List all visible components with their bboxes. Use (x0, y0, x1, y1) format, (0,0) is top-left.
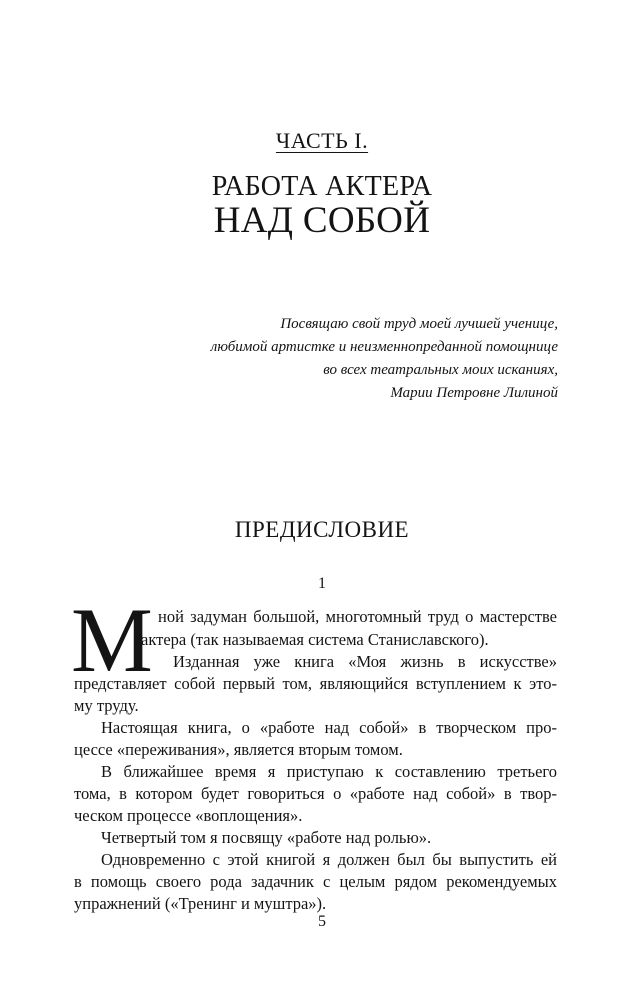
body-line: ческом процессе «воплощения». (74, 806, 303, 825)
dedication-line: во всех театральных моих исканиях, (323, 362, 558, 378)
body-line: Четвертый том я посвящу «работе над ролью». (101, 828, 432, 847)
body-line: ной задуман большой, многотомный труд о мастерстве (158, 607, 557, 626)
body-line: упражнений («Тренинг и муштра»). (74, 894, 327, 913)
body-line: цессе «переживания», является вторым томом. (74, 740, 403, 759)
body-line: актера (так называемая система Станиславского). (141, 630, 489, 649)
dedication-line: любимой артистке и неизменнопреданной помощнице (210, 339, 558, 355)
body-line: тома, в котором будет говориться о «работе над собой» в твор- (74, 784, 557, 803)
part-label (0, 128, 644, 154)
body-line: Настоящая книга, о «работе над собой» в творческом про- (101, 718, 557, 737)
body-line: Одновременно с этой книгой я должен был бы выпустить ей (101, 850, 557, 869)
dedication-signature: Марии Петровне Лилиной (390, 385, 558, 401)
book-title-line-1: РАБОТА АКТЕРА (211, 171, 433, 202)
body-line: Изданная уже книга «Моя жизнь в искусстве» (173, 652, 557, 671)
drop-cap: М (71, 589, 153, 691)
page-number: 5 (318, 913, 326, 930)
body-line: В ближайшее время я приступаю к составлению третьего (101, 762, 557, 781)
body-line: му труду. (74, 696, 139, 715)
part-label-text: ЧАСТЬ I. (275, 128, 369, 153)
preface-heading: ПРЕДИСЛОВИЕ (234, 517, 410, 542)
body-line: представляет собой первый том, являющийся вступлением к это- (74, 674, 557, 693)
book-title-line-2: НАД СОБОЙ (213, 200, 431, 241)
dedication-line: Посвящаю свой труд моей лучшей ученице, (280, 316, 558, 332)
body-line: в помощь своего рода задачник с целым рядом рекомендуемых (74, 872, 557, 891)
section-number: 1 (318, 575, 326, 592)
